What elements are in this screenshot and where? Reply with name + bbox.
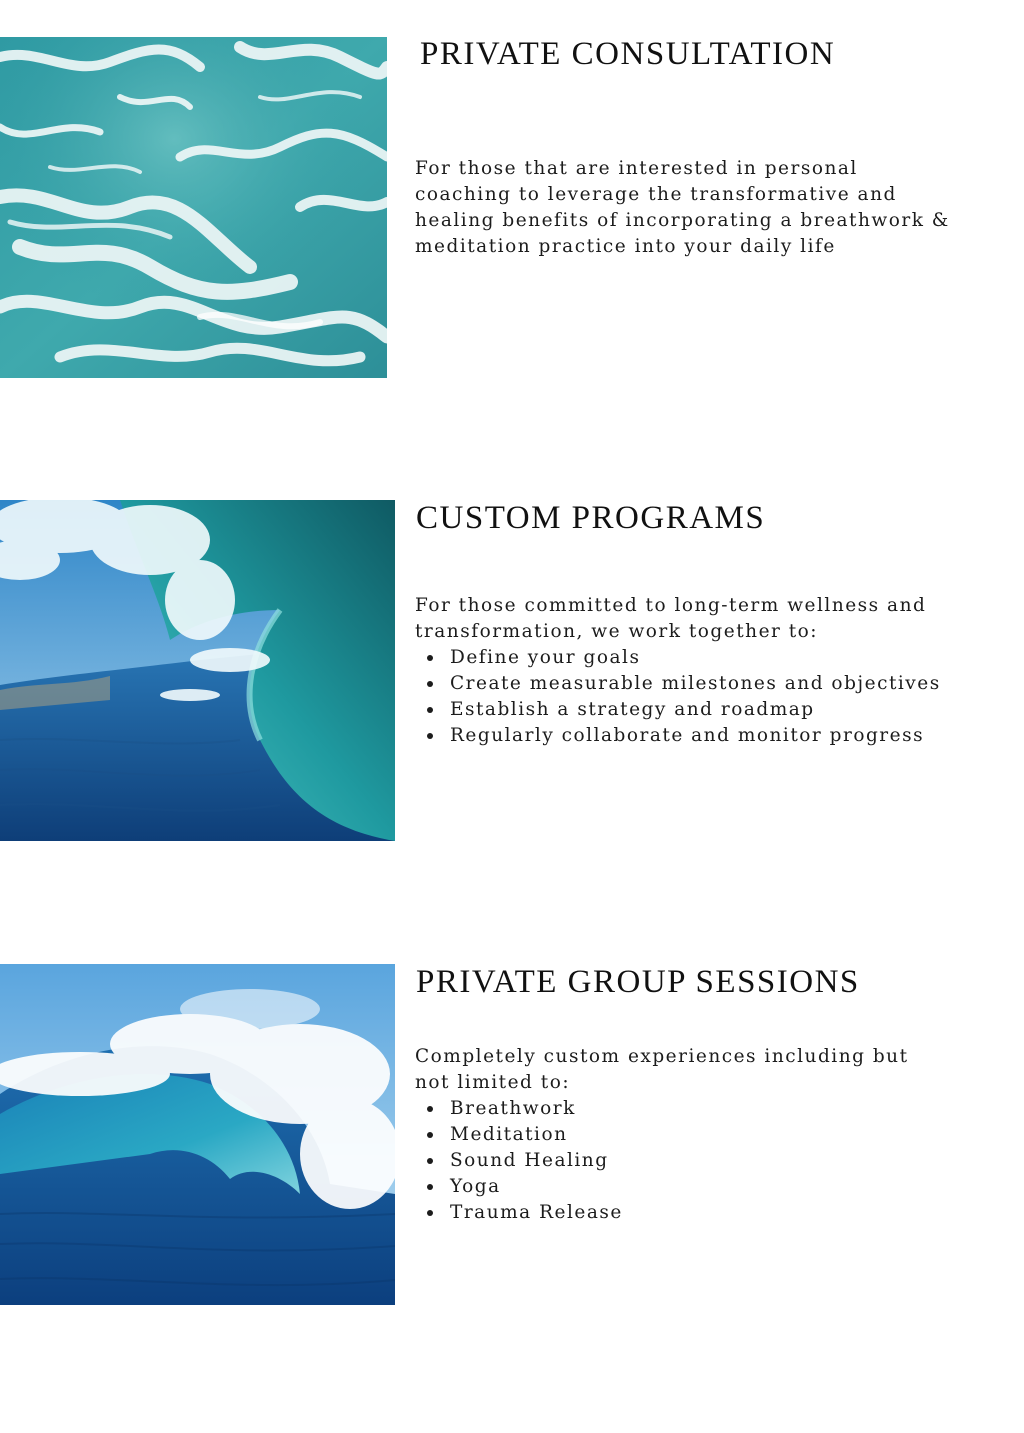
section-paragraph: Completely custom experiences including but not limited to:: [415, 1046, 909, 1093]
section-description: [415, 593, 975, 749]
breaking-wave-photo: [0, 964, 395, 1305]
list-item: Yoga: [415, 1174, 975, 1200]
section-private-consultation: [0, 37, 1024, 379]
section-custom-programs: [0, 500, 1024, 842]
bullet-list: [415, 645, 975, 749]
list-item: Meditation: [415, 1122, 975, 1148]
ocean-foam-photo: [0, 37, 387, 378]
section-description: [415, 1044, 975, 1226]
section-description: [415, 156, 955, 260]
section-paragraph: For those committed to long-term wellness and transformation, we work together to:: [415, 595, 927, 642]
section-paragraph: For those that are interested in personal coaching to leverage the transformative and healing benefits of incorporating a breathwork & meditation practice into your daily life: [415, 158, 950, 257]
section-private-group-sessions: [0, 964, 1024, 1306]
list-item: Sound Healing: [415, 1148, 975, 1174]
list-item: Regularly collaborate and monitor progress: [415, 723, 975, 749]
list-item: Breathwork: [415, 1096, 975, 1122]
bullet-list: [415, 1096, 975, 1226]
list-item: Establish a strategy and roadmap: [415, 697, 975, 723]
curling-wave-photo: [0, 500, 395, 841]
section-title: CUSTOM PROGRAMS: [416, 500, 766, 536]
section-title: PRIVATE CONSULTATION: [420, 36, 836, 72]
list-item: Create measurable milestones and objectives: [415, 671, 975, 697]
list-item: Define your goals: [415, 645, 975, 671]
section-title: PRIVATE GROUP SESSIONS: [416, 964, 860, 1000]
list-item: Trauma Release: [415, 1200, 975, 1226]
